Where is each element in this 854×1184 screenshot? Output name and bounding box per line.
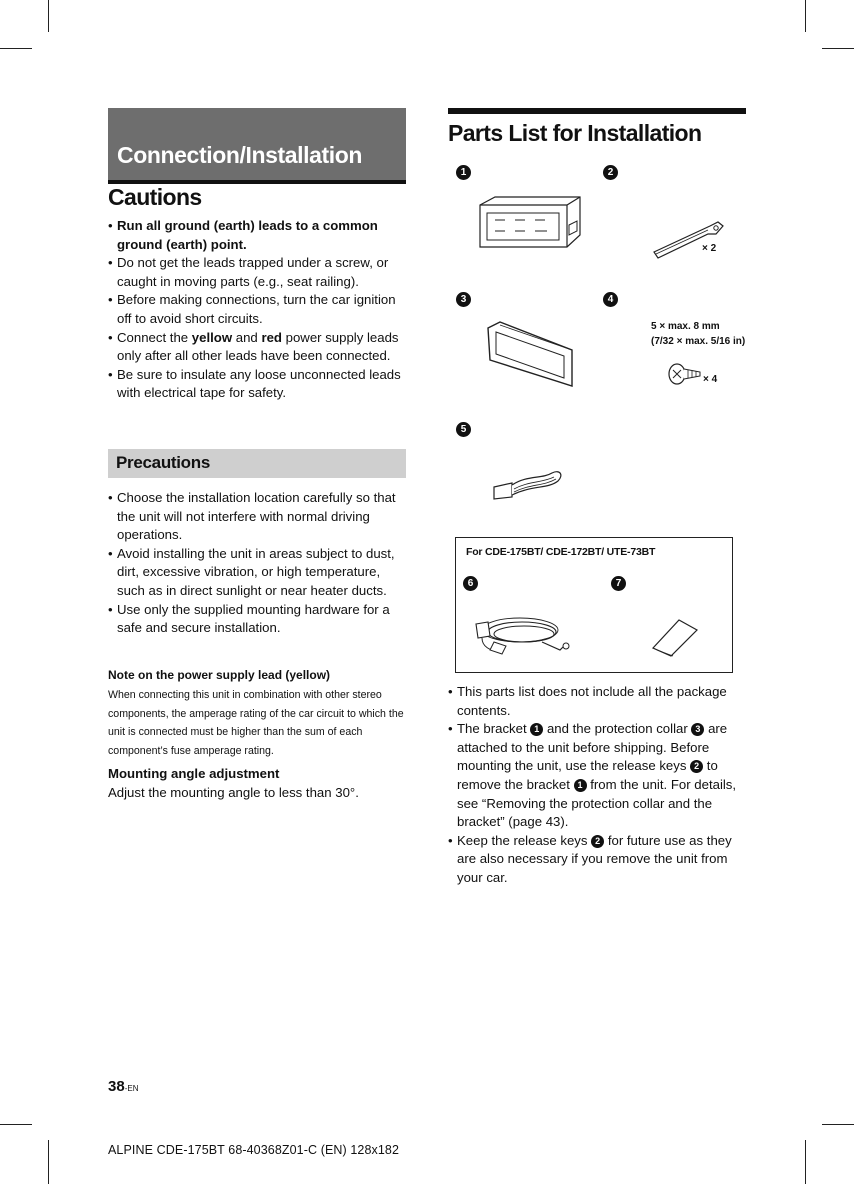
caution-text: yellow bbox=[191, 329, 233, 345]
caution-text: Connect the bbox=[117, 329, 192, 345]
cautions-list bbox=[108, 217, 406, 403]
crop-mark bbox=[48, 1140, 49, 1184]
parts-note-text: are attached to the unit before shipping. Before mounting the unit, use the release keys bbox=[457, 721, 728, 774]
precaution-item: • Use only the supplied mounting hardware for a safe and secure installation. bbox=[108, 601, 406, 638]
parts-note-text: This parts list does not include all the package contents. bbox=[457, 684, 727, 718]
parts-note-text: The bracket bbox=[457, 721, 531, 737]
crop-mark bbox=[0, 48, 32, 49]
crop-mark bbox=[0, 1124, 32, 1125]
part-number-5: 5 bbox=[456, 422, 471, 437]
mounting-body: Adjust the mounting angle to less than 30°. bbox=[108, 785, 359, 800]
caution-item bbox=[108, 217, 406, 254]
parts-heading: Parts List for Installation bbox=[448, 120, 702, 146]
caution-text: Before making connections, turn the car ignition off to avoid short circuits. bbox=[117, 292, 396, 326]
crop-mark bbox=[822, 1124, 854, 1125]
parts-note bbox=[448, 683, 748, 720]
caution-item bbox=[108, 254, 406, 291]
inline-part-number: 1 bbox=[574, 779, 587, 792]
screw-spec-inch: (7/32 × max. 5/16 in) bbox=[651, 336, 746, 347]
section-title: Connection/Installation bbox=[117, 142, 363, 168]
keys-quantity: × 2 bbox=[702, 243, 717, 254]
collar-illustration bbox=[486, 320, 576, 388]
cautions-heading: Cautions bbox=[108, 184, 202, 210]
bracket-illustration bbox=[475, 195, 585, 255]
precautions-header bbox=[108, 449, 406, 478]
part-number-1: 1 bbox=[456, 165, 471, 180]
screw-spec: 5 × max. 8 mm bbox=[651, 321, 720, 332]
inline-part-number: 3 bbox=[691, 723, 704, 736]
parts-notes-list bbox=[448, 683, 748, 888]
part-number-3: 3 bbox=[456, 292, 471, 307]
part-number-6: 6 bbox=[463, 576, 478, 591]
parts-note bbox=[448, 832, 748, 888]
heading-rule bbox=[448, 108, 746, 114]
part-number-2: 2 bbox=[603, 165, 618, 180]
page-number bbox=[108, 1078, 138, 1095]
microphone-illustration bbox=[472, 606, 574, 662]
precautions-heading: Precautions bbox=[116, 453, 211, 472]
crop-mark bbox=[805, 1140, 806, 1184]
caution-text: red bbox=[261, 329, 282, 345]
parts-note-text: for future use as they are also necessary if you remove the unit from your car. bbox=[457, 832, 732, 885]
parts-note-text: and the protection collar bbox=[543, 721, 692, 737]
parts-note-text: Keep the release keys bbox=[457, 832, 592, 848]
page-suffix: -EN bbox=[124, 1084, 139, 1093]
inline-part-number: 2 bbox=[591, 835, 604, 848]
caution-text: and bbox=[232, 329, 262, 345]
precaution-item: • Avoid installing the unit in areas subject to dust, dirt, excessive vibration, or high temperature, such as in direct sunlight or near heater ducts. bbox=[108, 545, 406, 601]
parts-note bbox=[448, 720, 748, 832]
inline-part-number: 2 bbox=[690, 760, 703, 773]
mounting-title: Mounting angle adjustment bbox=[108, 766, 280, 781]
inline-part-number: 1 bbox=[530, 723, 543, 736]
caution-text: Run all ground (earth) leads to a common ground (earth) point. bbox=[117, 218, 378, 252]
parts-note-text: from the unit. For details, see “Removing the protection collar and the bracket” (page 43). bbox=[457, 776, 737, 830]
footer-text: ALPINE CDE-175BT 68-40368Z01-C (EN) 128x182 bbox=[108, 1143, 400, 1157]
caution-text: Be sure to insulate any loose unconnected leads with electrical tape for safety. bbox=[117, 366, 401, 401]
crop-mark bbox=[805, 0, 806, 32]
optional-parts-title: For CDE-175BT/ CDE-172BT/ UTE-73BT bbox=[466, 546, 656, 558]
caution-item bbox=[108, 366, 406, 403]
precaution-item: • Choose the installation location carefully so that the unit will not interfere with normal driving operations. bbox=[108, 489, 406, 545]
caution-item bbox=[108, 329, 406, 366]
part-number-7: 7 bbox=[611, 576, 626, 591]
parts-note-text: to remove the bracket bbox=[457, 758, 718, 792]
crop-mark bbox=[48, 0, 49, 32]
part-number-4: 4 bbox=[603, 292, 618, 307]
manual-card-illustration bbox=[651, 618, 699, 658]
page-number-value: 38 bbox=[108, 1078, 125, 1095]
note-body: When connecting this unit in combination with other stereo components, the amperage rating of the car circuit to which the unit is connected must be higher than the sum of each component’s fuse amperage rating. bbox=[108, 689, 404, 757]
screw-illustration bbox=[668, 360, 704, 386]
screws-quantity: × 4 bbox=[703, 374, 718, 385]
note-title: Note on the power supply lead (yellow) bbox=[108, 668, 331, 682]
harness-illustration bbox=[492, 465, 567, 501]
section-header bbox=[108, 108, 406, 184]
caution-item bbox=[108, 291, 406, 328]
caution-text: Do not get the leads trapped under a screw, or caught in moving parts (e.g., seat railing). bbox=[117, 255, 389, 289]
crop-mark bbox=[822, 48, 854, 49]
precautions-list bbox=[108, 489, 406, 638]
caution-text: power supply leads only after all other leads have been connected. bbox=[117, 329, 399, 364]
